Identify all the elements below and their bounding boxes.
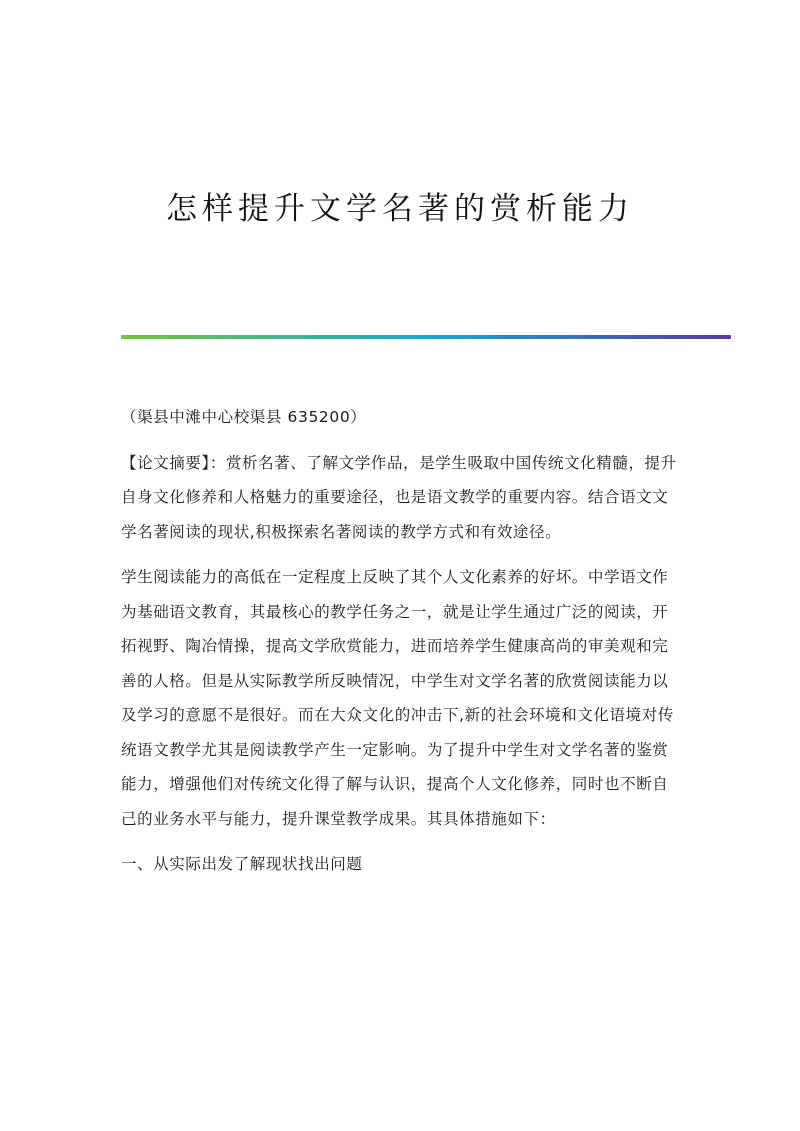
title-divider [121, 335, 731, 339]
document-body [121, 400, 683, 893]
affiliation: （渠县中滩中心校渠县 635200） [121, 408, 367, 426]
abstract-label: 【论文摘要】 [121, 453, 210, 472]
abstract-text: ：赏析名著、了解文学作品，是学生吸取中国传统文化精髓，提升自身文化修养和人格魅力的重要途径，也是语文教学的重要内容。结合语文文学名著阅读的现状,积极探索名著阅读的教学方式和有效途径。 [121, 453, 677, 541]
section-heading: 一、从实际出发了解现状找出问题 [121, 855, 363, 873]
abstract-paragraph [121, 446, 683, 550]
document-title: 怎样提升文学名著的赏析能力 [166, 191, 634, 227]
body-paragraph: 学生阅读能力的高低在一定程度上反映了其个人文化素养的好坏。中学语文作为基础语文教育，其最核心的教学任务之一，就是让学生通过广泛的阅读，开拓视野、陶冶情操，提高文学欣赏能力，进而培养学生健康高尚的审美观和完善的人格。但是从实际教学所反映情况，中学生对文学名著的欣赏阅读能力以及学习的意愿不是很好。而在大众文化的冲击下,新的社会环境和文化语境对传统语文教学尤其是阅读教学产生一定影响。为了提升中学生对文学名著的鉴赏能力，增强他们对传统文化得了解与认识，提高个人文化修养，同时也不断自己的业务水平与能力，提升课堂教学成果。其具体措施如下： [121, 568, 674, 828]
